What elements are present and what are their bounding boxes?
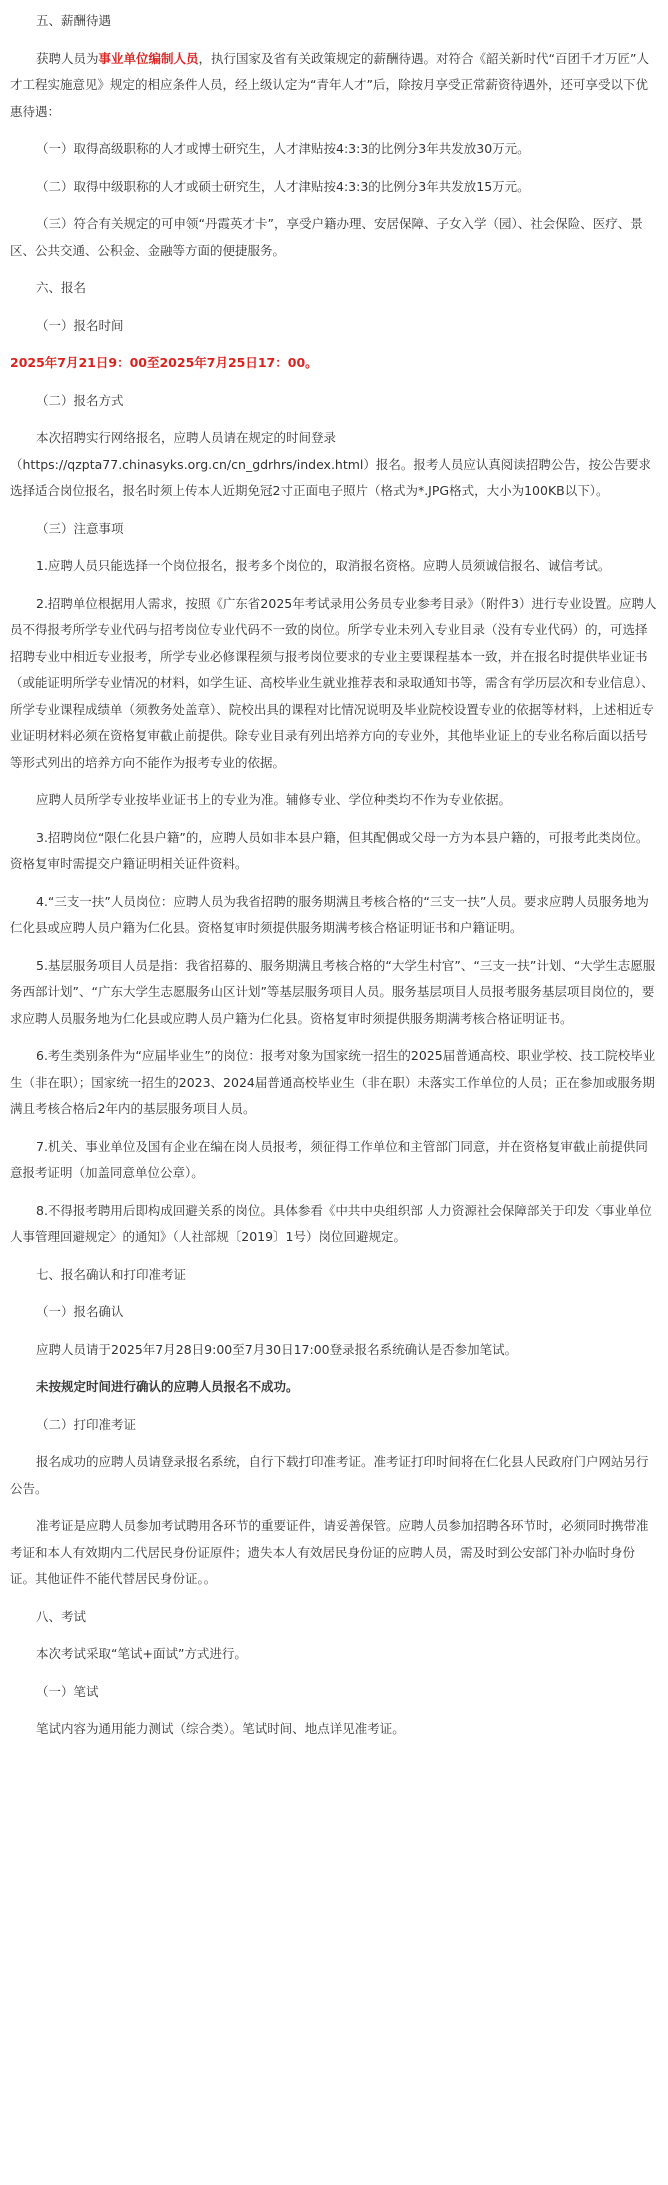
note-item: 7.机关、事业单位及国有企业在编在岗人员报考，须征得工作单位和主管部门同意，并在资格复审截止前提供同意报考证明（加盖同意单位公章）。: [10, 1138, 648, 1180]
note-item: 5.基层服务项目人员是指：我省招募的、服务期满且考核合格的“大学生村官”、“三支一扶”计划、“大学生志愿服务西部计划”、“广东大学生志愿服务山区计划”等基层服务项目人员。服务基层项目人员报考服务基层项目岗位的，要求应聘人员服务地为仁化县或应聘人员户籍为仁化县。资格复审时须提供服务期满考核合格证明证书。: [10, 957, 656, 1026]
notes-title: （三）注意事项: [36, 520, 124, 536]
confirm-warning: 未按规定时间进行确认的应聘人员报名不成功。: [36, 1379, 299, 1394]
confirm-title: （一）报名确认: [36, 1304, 124, 1319]
section-5-intro: [10, 46, 658, 126]
section-5-title: 五、薪酬待遇: [36, 13, 112, 28]
benefit-item: （二）取得中级职称的人才或硕士研究生，人才津贴按4:3:3的比例分3年共发放15万元。: [36, 178, 530, 194]
id-requirement-body: 准考证是应聘人员参加考试聘用各环节的重要证件，请妥善保管。应聘人员参加招聘各环节时，必须同时携带准考证和本人有效期内二代居民身份证原件；遗失本人有效居民身份证的应聘人员，需及时到公安部门补办临时身份证。其他证件不能代替居民身份证。。: [10, 1518, 649, 1586]
note-item: 6.考生类别条件为“应届毕业生”的岗位：报考对象为国家统一招生的2025届普通高校、职业学校、技工院校毕业生（非在职）；国家统一招生的2023、2024届普通高校毕业生（非在职）未落实工作单位的人员；正在参加或服务期满且考核合格后2年内的基层服务项目人员。: [10, 1048, 656, 1116]
print-title: （二）打印准考证: [36, 1416, 137, 1432]
confirm-body: 应聘人员请于2025年7月28日9:00至7月30日17:00登录报名系统确认是否参加笔试。: [36, 1341, 518, 1357]
benefit-item: （一）取得高级职称的人才或博士研究生，人才津贴按4:3:3的比例分3年共发放30万元。: [36, 141, 530, 156]
registration-method-body: 本次招聘实行网络报名，应聘人员请在规定的时间登录（https://qzpta77.chinasyks.org.cn/cn_gdrhrs/index.html）报名。报考人员应认真阅读招聘公告，按公告要求选择适合岗位报名，报名时须上传本人近期免冠2寸正面电子照片（格式为*.JPG格式，大小为100KB以下）。: [10, 430, 651, 498]
highlight-staff-type: 事业单位编制人员: [98, 50, 199, 66]
written-exam-body: 笔试内容为通用能力测试（综合类）。笔试时间、地点详见准考证。: [36, 1721, 405, 1736]
note-item: 2.招聘单位根据用人需求，按照《广东省2025年考试录用公务员专业参考目录》（附件3）进行专业设置。应聘人员不得报考所学专业代码与招考岗位专业代码不一致的岗位。所学专业未列入专业目录（没有专业代码）的，可选择招聘专业中相近专业报考，所学专业必修课程须与报考岗位要求的专业主要课程基本一致，并在报名时提供毕业证书（或能证明所学专业情况的材料，如学生证、高校毕业生就业推荐表和录取通知书等，需含有学历层次和专业信息）、所学专业课程成绩单（须教务处盖章）、院校出具的课程对比情况说明及毕业院校设置专业的依据等材料，上述相近专业证明材料必须在资格复审截止前提供。除专业目录有列出培养方向的专业外，其他毕业证上的专业名称后面以括号等形式列出的培养方向不能作为报考专业的依据。: [10, 595, 657, 770]
exam-intro: 本次考试采取“笔试+面试”方式进行。: [36, 1646, 247, 1661]
registration-method-title: （二）报名方式: [36, 392, 124, 408]
note-item: 3.招聘岗位“限仁化县户籍”的，应聘人员如非本县户籍，但其配偶或父母一方为本县户籍的，可报考此类岗位。资格复审时需提交户籍证明相关证件资料。: [10, 829, 649, 871]
benefit-item: （三）符合有关规定的可申领“丹霞英才卡”，享受户籍办理、安居保障、子女入学（园）、社会保险、医疗、景区、公共交通、公积金、金融等方面的便捷服务。: [10, 216, 643, 258]
note-item: 8.不得报考聘用后即构成回避关系的岗位。具体参看《中共中央组织部 人力资源社会保障部关于印发〈事业单位人事管理回避规定〉的通知》（人社部规〔2019〕1号）岗位回避规定。: [10, 1202, 652, 1244]
intro-suffix: ，执行国家及省有关政策规定的薪酬待遇。对符合《韶关新时代“百团千才万匠”人才工程实施意见》规定的相应条件人员，经上级认定为“青年人才”后，除按月享受正常薪资待遇外，还可享受以下优惠待遇：: [10, 50, 649, 119]
section-6-title: 六、报名: [36, 280, 87, 295]
note-item: 应聘人员所学专业按毕业证书上的专业为准。辅修专业、学位种类均不作为专业依据。: [36, 792, 512, 807]
registration-time-value: 2025年7月21日9：00至2025年7月25日17：00。: [10, 355, 318, 370]
note-item: 4.“三支一扶”人员岗位：应聘人员为我省招聘的服务期满且考核合格的“三支一扶”人员。要求应聘人员服务地为仁化县或应聘人员户籍为仁化县。资格复审时须提供服务期满考核合格证明证书和户籍证明。: [10, 893, 649, 935]
registration-time-title: （一）报名时间: [36, 317, 124, 333]
section-8-title: 八、考试: [36, 1608, 87, 1624]
written-exam-title: （一）笔试: [36, 1683, 99, 1699]
print-body: 报名成功的应聘人员请登录报名系统，自行下载打印准考证。准考证打印时间将在仁化县人民政府门户网站另行公告。: [10, 1454, 649, 1496]
intro-prefix: 获聘人员为: [36, 50, 99, 66]
note-item: 1.应聘人员只能选择一个岗位报名，报考多个岗位的，取消报名资格。应聘人员须诚信报名、诚信考试。: [36, 558, 611, 573]
section-7-title: 七、报名确认和打印准考证: [36, 1266, 187, 1282]
